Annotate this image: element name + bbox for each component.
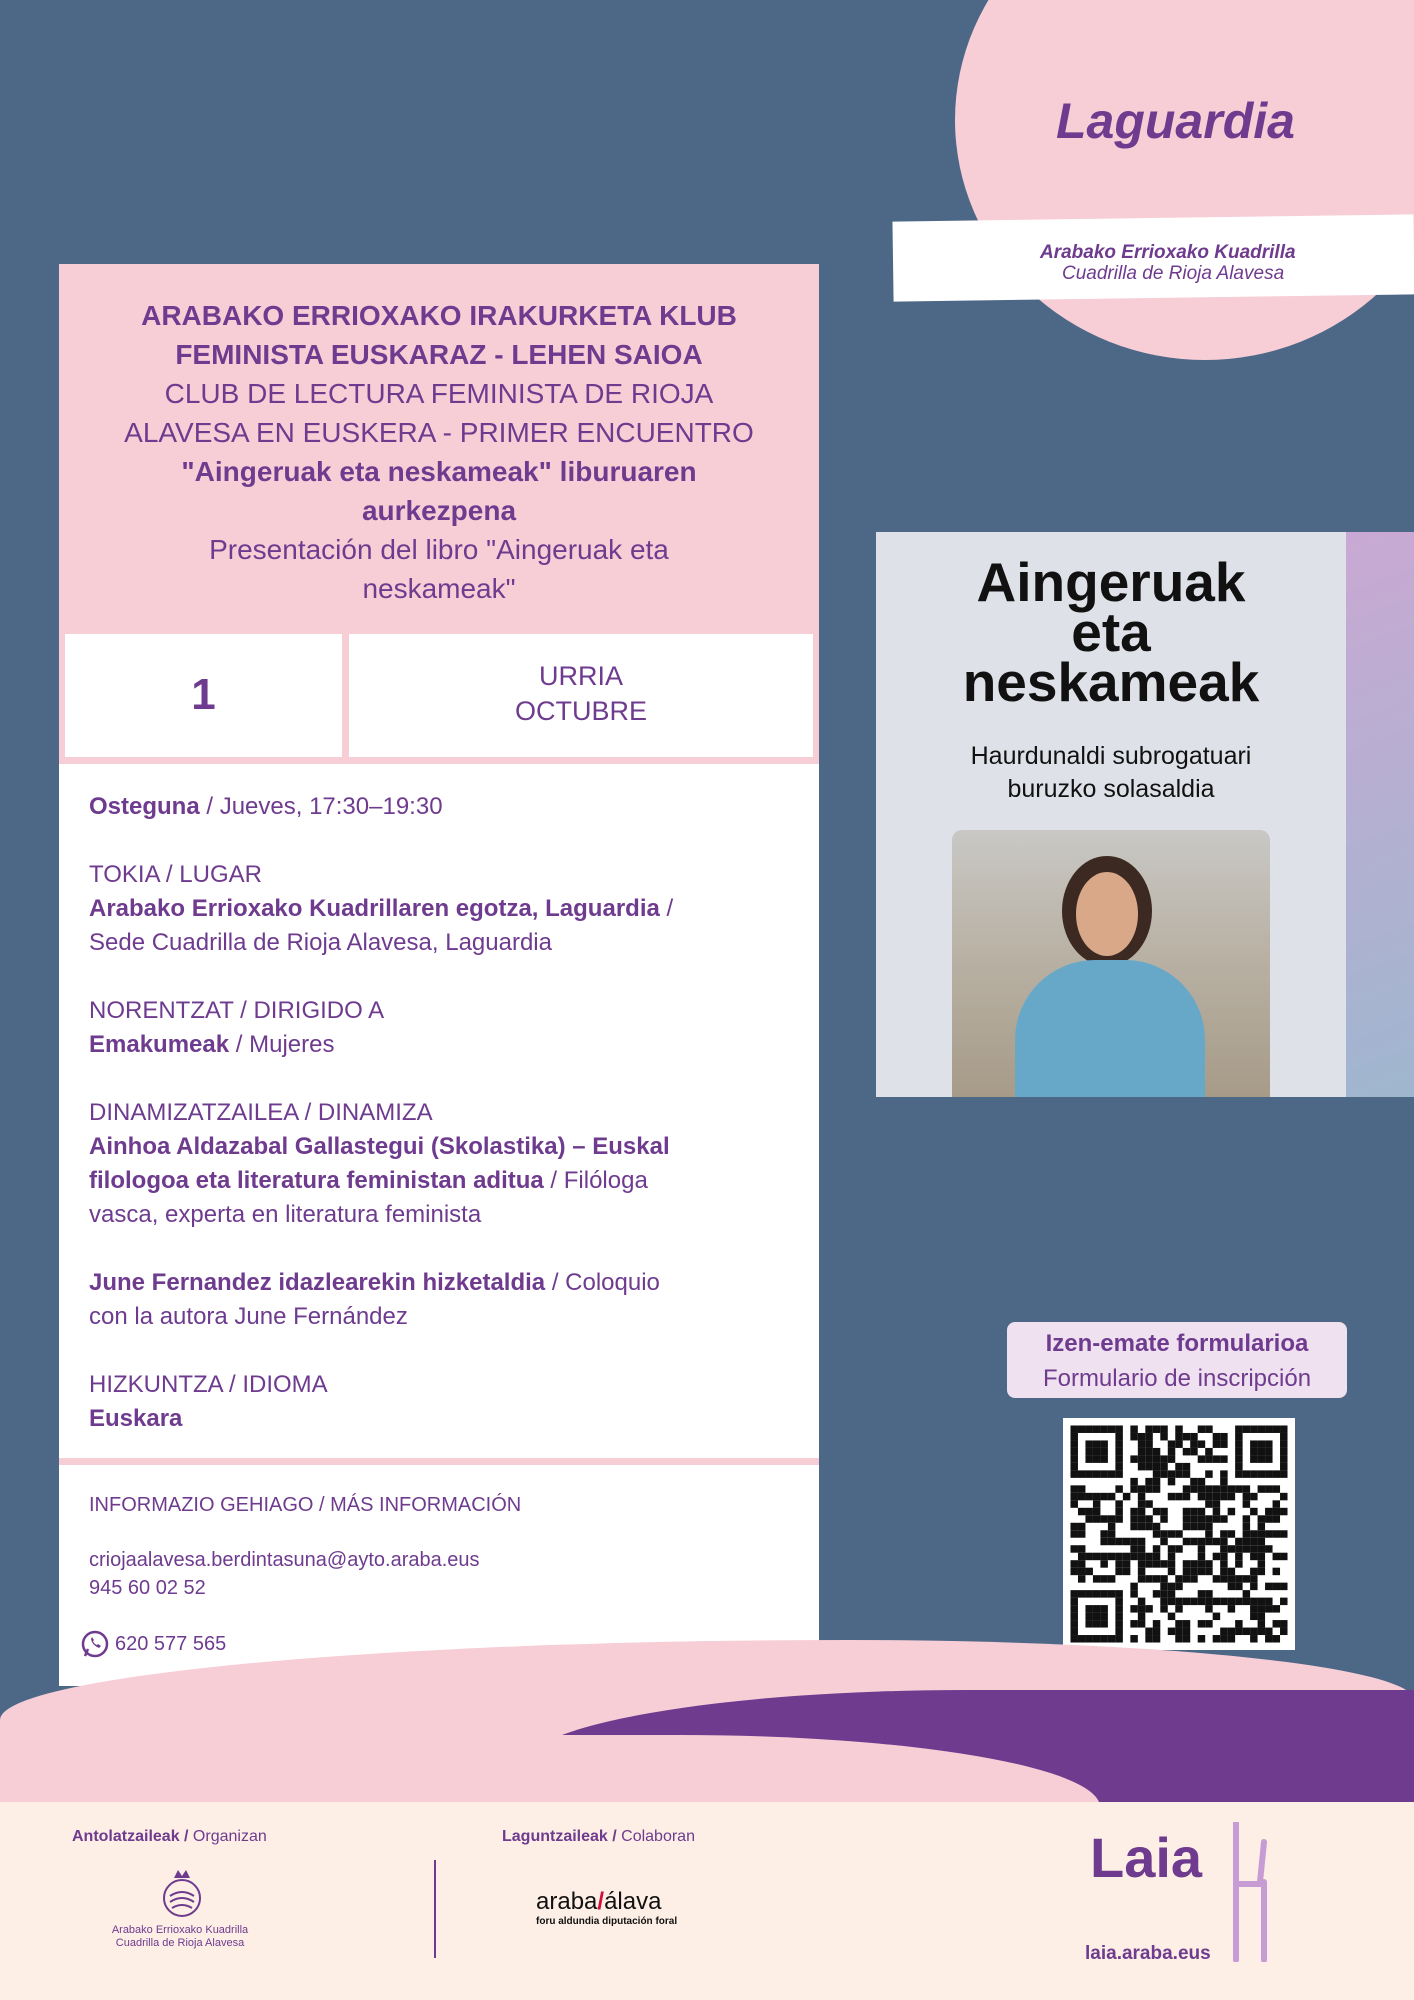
title-line: CLUB DE LECTURA FEMINISTA DE RIOJA <box>164 378 714 409</box>
city-title: Laguardia <box>1056 93 1295 149</box>
title-line: "Aingeruak eta neskameak" liburuaren <box>181 456 697 487</box>
title-line: FEMINISTA EUSKARAZ - LEHEN SAIOA <box>175 339 703 370</box>
collaborators-label: Laguntzaileak / Colaboran <box>502 1828 695 1845</box>
title-line: aurkezpena <box>361 495 517 526</box>
schedule: Osteguna / Jueves, 17:30–19:30 <box>89 793 443 820</box>
talk-line: con la autora June Fernández <box>89 1303 408 1330</box>
footer-divider <box>434 1860 436 1958</box>
book-subtitle: Haurdunaldi subrogatuari <box>970 742 1252 770</box>
laia-logo: Laia <box>1090 1826 1203 1889</box>
registration-es: Formulario de inscripción <box>1042 1365 1312 1392</box>
organizers-label: Antolatzaileak / Organizan <box>72 1828 267 1845</box>
registration-eu: Izen-emate formularioa <box>1045 1330 1309 1357</box>
event-day: 1 <box>191 670 216 719</box>
contact-whatsapp[interactable]: 620 577 565 <box>115 1633 227 1655</box>
header-circle <box>955 0 1414 360</box>
month-eu: URRIA <box>538 661 623 691</box>
book-subtitle: buruzko solasaldia <box>1007 775 1215 803</box>
divider <box>59 757 819 764</box>
language-label: HIZKUNTZA / IDIOMA <box>89 1371 328 1398</box>
talk: June Fernandez idazlearekin hizketaldia / Coloquio <box>89 1269 660 1296</box>
title-line: ARABAKO ERRIOXAKO IRAKURKETA KLUB <box>141 300 737 331</box>
qr-code[interactable] <box>1063 1418 1295 1650</box>
title-line: Presentación del libro "Aingeruak eta <box>209 534 669 565</box>
book-title: eta <box>1071 601 1151 663</box>
kuadrilla-logo-text: Arabako Errioxako Kuadrilla <box>111 1924 249 1936</box>
contact-phone[interactable]: 945 60 02 52 <box>89 1577 206 1599</box>
chair-icon <box>1230 1822 1270 1962</box>
book-decoration <box>1346 532 1414 1097</box>
araba-logo: araba/álava <box>536 1888 662 1915</box>
laia-url[interactable]: laia.araba.eus <box>1085 1943 1211 1964</box>
divider <box>59 1458 819 1465</box>
host-label: DINAMIZATZAILEA / DINAMIZA <box>89 1099 433 1126</box>
kuadrilla-logo-text: Cuadrilla de Rioja Alavesa <box>115 1937 245 1949</box>
place-es: Sede Cuadrilla de Rioja Alavesa, Laguardia <box>89 929 552 956</box>
host-line: filologoa eta literatura feministan aditua / Filóloga <box>89 1167 648 1194</box>
place-eu: Arabako Errioxako Kuadrillaren egotza, Laguardia / <box>89 895 674 922</box>
audience-label: NORENTZAT / DIRIGIDO A <box>89 997 385 1024</box>
title-line: neskameak" <box>362 573 516 604</box>
book-title: neskameak <box>962 651 1260 713</box>
language: Euskara <box>89 1405 183 1432</box>
month-es: OCTUBRE <box>514 696 647 726</box>
kuadrilla-logo <box>160 1866 204 1925</box>
contact-label: INFORMAZIO GEHIAGO / MÁS INFORMACIÓN <box>89 1494 522 1516</box>
author-face <box>1076 872 1138 956</box>
kuadrilla-name-es: Cuadrilla de Rioja Alavesa <box>1062 263 1285 284</box>
araba-logo-text: foru aldundia diputación foral <box>536 1916 678 1927</box>
kuadrilla-name-eu: Arabako Errioxako Kuadrilla <box>1040 242 1296 263</box>
author-body <box>1015 960 1205 1097</box>
book-title: Aingeruak <box>976 551 1246 613</box>
audience: Emakumeak / Mujeres <box>89 1031 335 1058</box>
host-line: vasca, experta en literatura feminista <box>89 1201 482 1228</box>
place-label: TOKIA / LUGAR <box>89 861 262 888</box>
host-line: Ainhoa Aldazabal Gallastegui (Skolastika) – Euskal <box>89 1133 670 1160</box>
title-line: ALAVESA EN EUSKERA - PRIMER ENCUENTRO <box>124 417 754 448</box>
whatsapp-icon <box>80 1629 110 1664</box>
contact-email[interactable]: criojaalavesa.berdintasuna@ayto.araba.eus <box>89 1549 480 1571</box>
